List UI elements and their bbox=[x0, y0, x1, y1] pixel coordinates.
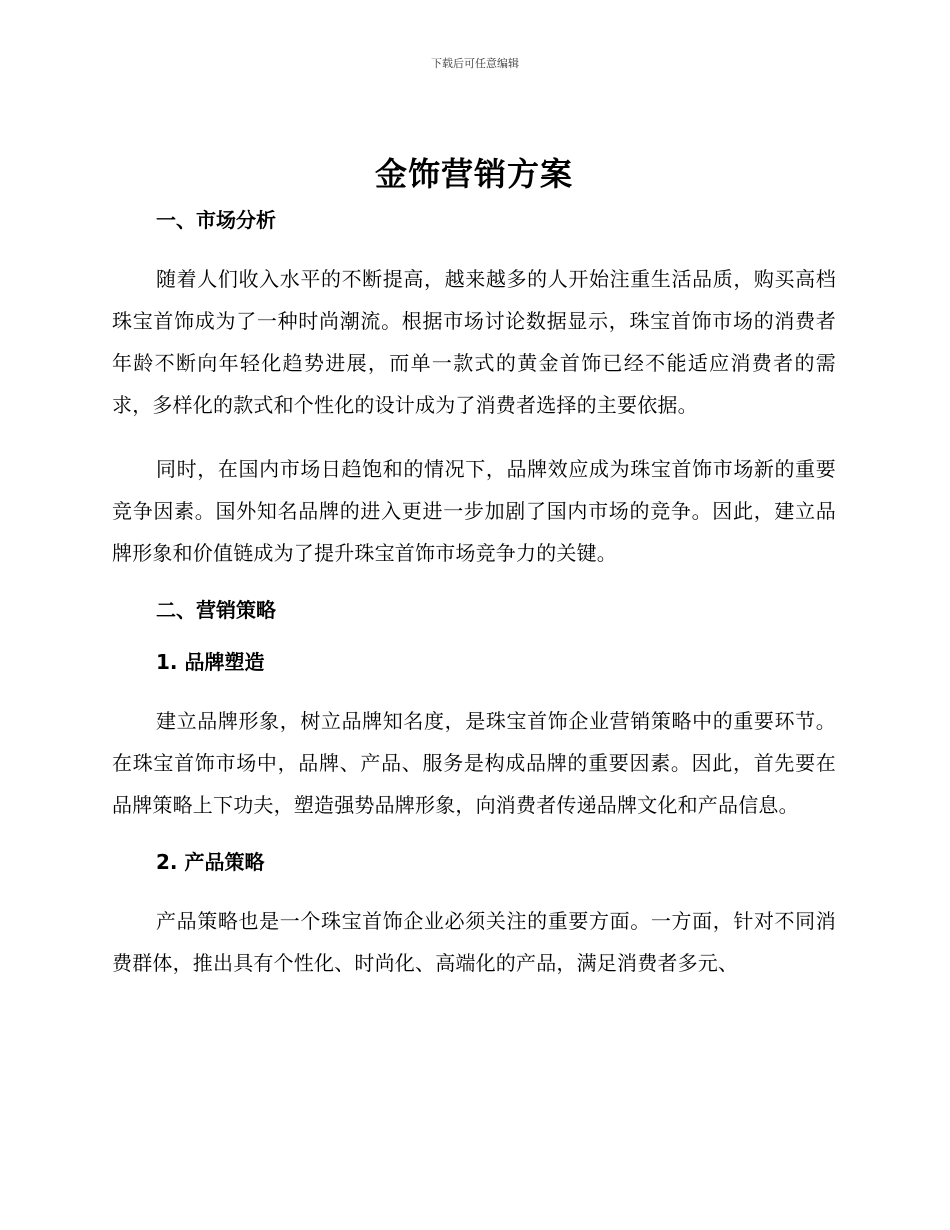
document-title: 金饰营销方案 bbox=[374, 155, 573, 193]
paragraph-market-2: 同时，在国内市场日趋饱和的情况下，品牌效应成为珠宝首饰市场新的重要竞争因素。国外知名品牌的进入更进一步加剧了国内市场的竞争。因此，建立品牌形象和价值链成为了提升珠宝首饰市场竞争力的关键。 bbox=[112, 457, 836, 565]
subheading-product-strategy: 2. 产品策略 bbox=[156, 850, 265, 874]
paragraph-market-1: 随着人们收入水平的不断提高，越来越多的人开始注重生活品质，购买高档珠宝首饰成为了一种时尚潮流。根据市场讨论数据显示，珠宝首饰市场的消费者年龄不断向年轻化趋势进展，而单一款式的黄金首饰已经不能适应消费者的需求，多样化的款式和个性化的设计成为了消费者选择的主要依据。 bbox=[112, 267, 836, 417]
paragraph-product-strategy: 产品策略也是一个珠宝首饰企业必须关注的重要方面。一方面，针对不同消费群体，推出具有个性化、时尚化、高端化的产品，满足消费者多元、 bbox=[112, 909, 836, 975]
header-note: 下载后可任意编辑 bbox=[431, 57, 519, 70]
section-heading-market-analysis: 一、市场分析 bbox=[156, 208, 276, 232]
document-body bbox=[112, 148, 836, 984]
section-heading-marketing-strategy: 二、营销策略 bbox=[156, 598, 276, 622]
paragraph-brand-building: 建立品牌形象，树立品牌知名度，是珠宝首饰企业营销策略中的重要环节。在珠宝首饰市场中，品牌、产品、服务是构成品牌的重要因素。因此，首先要在品牌策略上下功夫，塑造强势品牌形象，向消费者传递品牌文化和产品信息。 bbox=[112, 709, 836, 817]
subheading-brand-building: 1. 品牌塑造 bbox=[156, 650, 265, 674]
